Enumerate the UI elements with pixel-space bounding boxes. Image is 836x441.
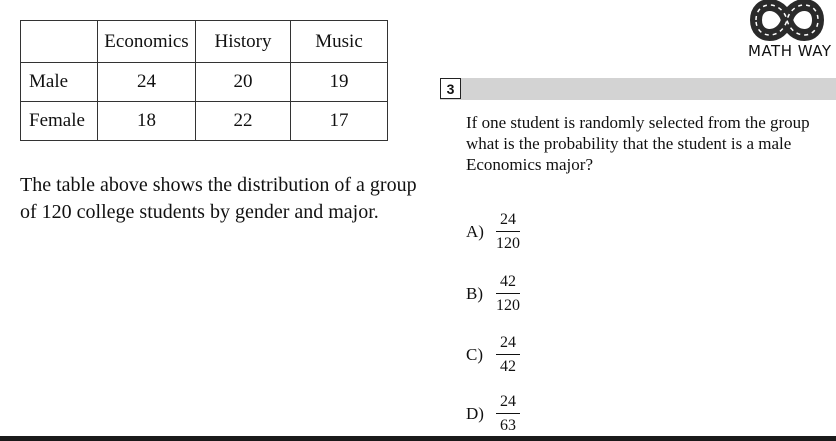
table-row [21, 63, 388, 102]
fraction-denominator: 120 [496, 297, 520, 314]
choice-letter: D) [466, 404, 484, 423]
table-header-history: History [196, 21, 291, 63]
choice-letter: B) [466, 284, 483, 303]
table-cell: 20 [196, 63, 291, 102]
question-text: If one student is randomly selected from the group what is the probability that the student is a male Economics major? [466, 113, 810, 174]
table-row [21, 102, 388, 141]
table-cell: 19 [291, 63, 388, 102]
logo-text: MATH WAY [748, 42, 832, 60]
table-cell: 24 [98, 63, 196, 102]
fraction-denominator: 63 [500, 417, 516, 434]
choice-letter: C) [466, 345, 483, 364]
question-number: 3 [440, 78, 461, 99]
fraction-numerator: 24 [500, 211, 516, 228]
table-caption: The table above shows the distribution of a group of 120 college students by gender and major. [20, 174, 417, 223]
choice-letter: A) [466, 222, 484, 241]
table-cell: 22 [196, 102, 291, 141]
table-header-corner [21, 21, 98, 63]
choice-fraction [496, 393, 520, 435]
choice-fraction [496, 211, 520, 253]
table-cell: 18 [98, 102, 196, 141]
table-header-music: Music [291, 21, 388, 63]
choice-fraction [496, 273, 520, 315]
choice-b[interactable] [466, 270, 520, 318]
choice-a[interactable] [466, 208, 520, 256]
fraction-numerator: 24 [500, 393, 516, 410]
choice-c[interactable] [466, 331, 520, 379]
fraction-numerator: 42 [500, 273, 516, 290]
table-cell: 17 [291, 102, 388, 141]
table-header-economics: Economics [98, 21, 196, 63]
fraction-numerator: 24 [500, 334, 516, 351]
row-label: Female [21, 102, 98, 141]
fraction-denominator: 42 [500, 358, 516, 375]
fraction-denominator: 120 [496, 235, 520, 252]
question-header-bar [440, 78, 836, 100]
bottom-divider [0, 436, 836, 441]
table-header-row [21, 21, 388, 63]
distribution-table [20, 20, 388, 141]
row-label: Male [21, 63, 98, 102]
choice-fraction [496, 334, 520, 376]
choice-d[interactable] [466, 390, 520, 438]
